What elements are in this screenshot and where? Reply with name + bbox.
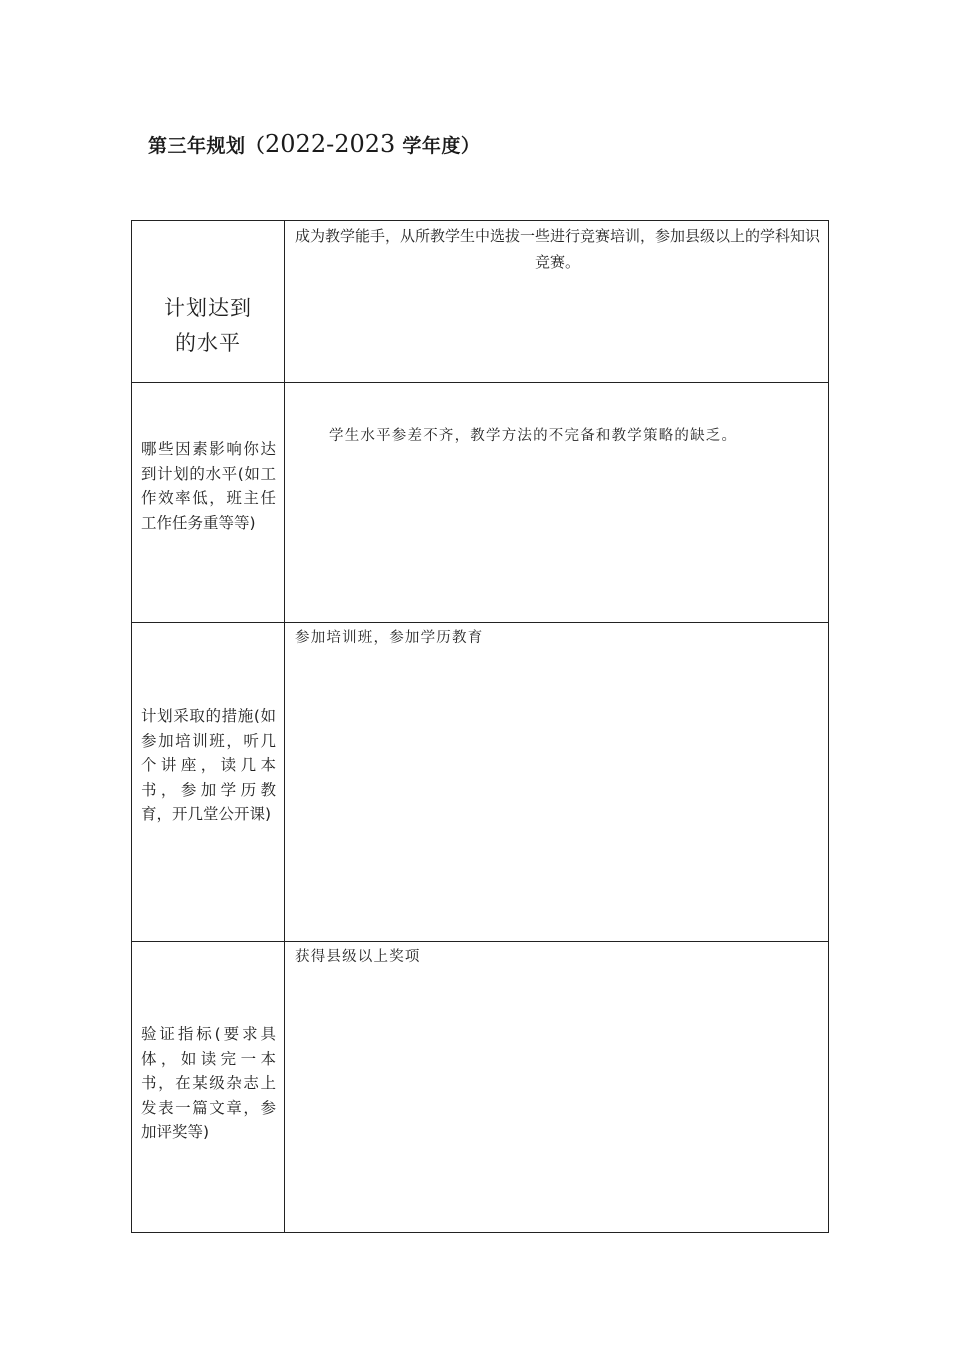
content-cell-verification: [285, 942, 829, 1233]
label-verification: 验证指标(要求具体，如读完一本书，在某级杂志上发表一篇文章，参加评奖等): [141, 1025, 276, 1141]
label-target-level-line-1: 计划达到: [164, 296, 252, 320]
content-verification: 获得县级以上奖项: [295, 949, 421, 965]
label-target-level-line-2: 的水平: [175, 331, 241, 355]
page-title: [148, 130, 480, 158]
table-row-verification: [132, 942, 829, 1233]
table-row-measures: [132, 623, 829, 942]
title-prefix: 第三年规划（: [148, 135, 266, 157]
table-row-target-level: [132, 221, 829, 383]
label-target-level: [132, 291, 284, 361]
title-suffix: 学年度）: [395, 135, 481, 157]
content-cell-influencing-factors: [285, 383, 829, 623]
plan-table: [131, 220, 829, 1233]
content-cell-target-level: [285, 221, 829, 383]
content-target-level: 成为教学能手，从所教学生中选拔一些进行竞赛培训，参加县级以上的学科知识竞赛。: [295, 227, 821, 271]
label-cell-measures: [132, 623, 285, 942]
label-cell-target-level: [132, 221, 285, 383]
content-measures: 参加培训班，参加学历教育: [295, 630, 484, 646]
label-measures: 计划采取的措施(如参加培训班，听几个讲座，读几本书，参加学历教育，开几堂公开课): [141, 707, 276, 823]
label-cell-verification: [132, 942, 285, 1233]
label-influencing-factors: 哪些因素影响你达到计划的水平(如工作效率低，班主任工作任务重等等): [141, 440, 276, 532]
content-influencing-factors: 学生水平参差不齐，教学方法的不完备和教学策略的缺乏。: [329, 428, 738, 444]
label-cell-influencing-factors: [132, 383, 285, 623]
content-cell-measures: [285, 623, 829, 942]
table-row-influencing-factors: [132, 383, 829, 623]
title-years: 2022-2023: [265, 130, 396, 158]
